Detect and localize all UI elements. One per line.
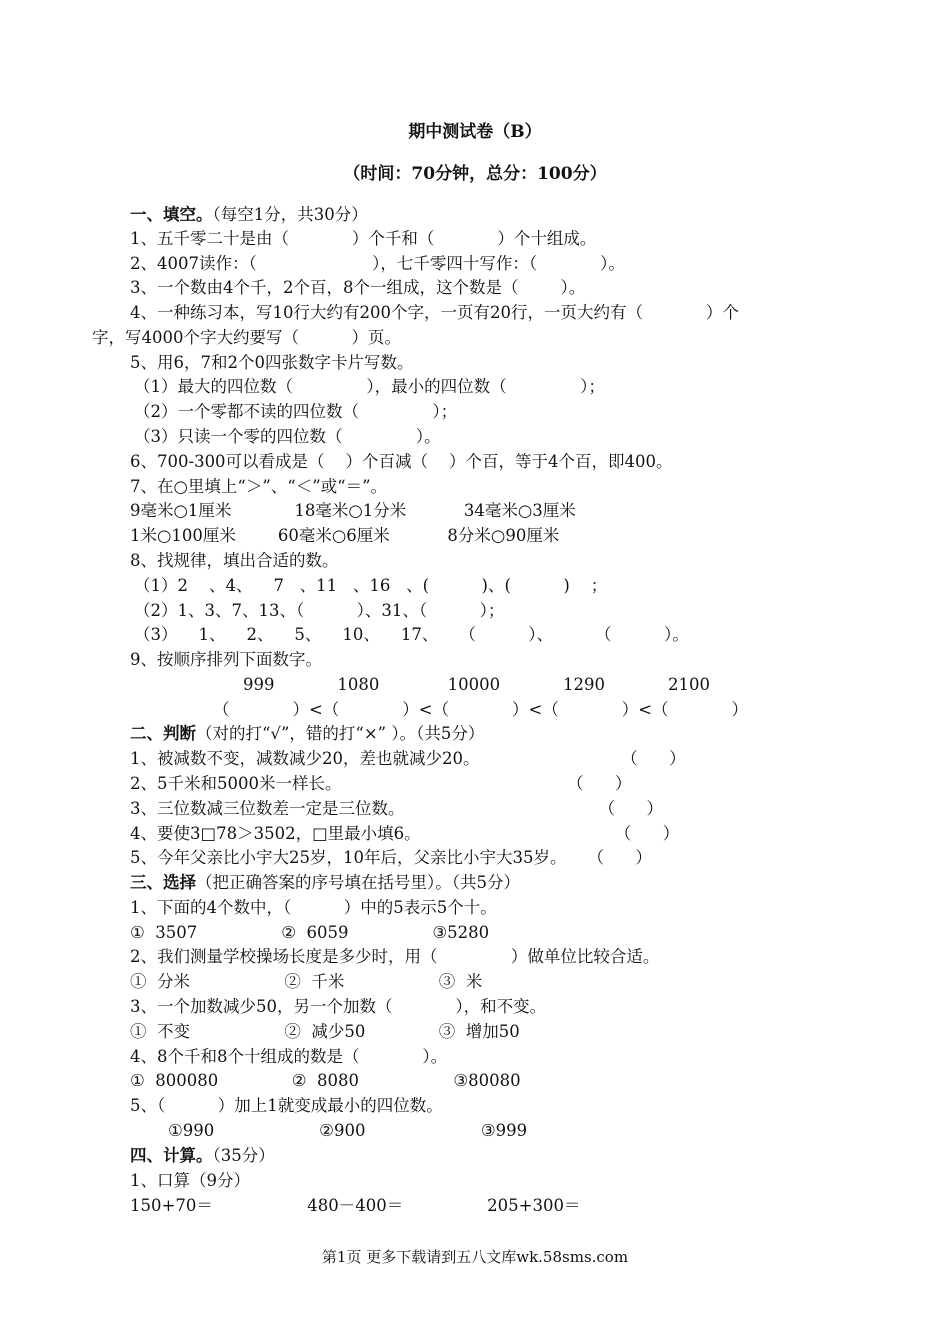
s1-question-8-2: （2）1、3、7、13、（ ）、31、（ ）； bbox=[134, 601, 505, 620]
page-subtitle: （时间：70分钟，总分：100分） bbox=[343, 164, 607, 184]
page-title: 期中测试卷（B） bbox=[408, 122, 542, 142]
section-4-note: （35分） bbox=[212, 1146, 275, 1165]
s3-question-5-options: ①990 ②900 ③999 bbox=[168, 1121, 528, 1140]
s1-question-4a: 4、一种练习本，写10行大约有200个字，一页有20行，一页大约有（ ）个 bbox=[130, 303, 739, 322]
section-4-title: 四、计算。 bbox=[130, 1146, 213, 1165]
section-2-note: （对的打“√”，错的打“×” ）。（共5分） bbox=[196, 724, 485, 743]
section-3-note: （把正确答案的序号填在括号里）。（共5分） bbox=[196, 873, 520, 892]
s3-question-5: 5、（ ）加上1就变成最小的四位数。 bbox=[130, 1096, 443, 1115]
s3-question-4-options: ① 800080 ② 8080 ③80080 bbox=[130, 1071, 521, 1090]
section-4-heading bbox=[130, 1143, 950, 1168]
s1-question-6: 6、700-300可以看成是（ ）个百减（ ）个百，等于4个百，即400。 bbox=[130, 452, 673, 471]
s3-question-1-options: ① 3507 ② 6059 ③5280 bbox=[130, 923, 490, 942]
s1-question-5: 5、用6，7和2个0四张数字卡片写数。 bbox=[130, 353, 414, 372]
s4-question-1: 1、口算（9分） bbox=[130, 1171, 250, 1190]
s3-question-2-options: ① 分米 ② 千米 ③ 米 bbox=[130, 972, 483, 991]
s2-question-5: 5、今年父亲比小宇大25岁，10年后，父亲比小宇大35岁。 （ ） bbox=[130, 848, 652, 867]
section-1-heading bbox=[130, 202, 950, 227]
s3-question-3: 3、一个加数减少50，另一个加数（ ），和不变。 bbox=[130, 997, 547, 1016]
s1-question-9: 9、按顺序排列下面数字。 bbox=[130, 650, 322, 669]
s2-question-2: 2、5千米和5000米一样长。 （ ） bbox=[130, 774, 632, 793]
section-1-note: （每空1分，共30分） bbox=[212, 205, 368, 224]
s1-question-1: 1、五千零二十是由（ ）个千和（ ）个十组成。 bbox=[130, 229, 597, 248]
s4-mental-math-row: 150+70＝ 480－400＝ 205+300＝ bbox=[130, 1196, 581, 1215]
s2-question-1: 1、被减数不变，减数减少20，差也就减少20。 （ ） bbox=[130, 749, 686, 768]
section-2-heading bbox=[130, 721, 950, 746]
s1-question-5-3: （3）只读一个零的四位数（ ）。 bbox=[134, 427, 441, 446]
s1-question-8: 8、找规律，填出合适的数。 bbox=[130, 551, 339, 570]
s1-question-5-1: （1）最大的四位数（ ），最小的四位数（ ）； bbox=[134, 377, 605, 396]
s3-question-3-options: ① 不变 ② 减少50 ③ 增加50 bbox=[130, 1022, 520, 1041]
s3-question-4: 4、8个千和8个十组成的数是（ ）。 bbox=[130, 1047, 448, 1066]
s2-question-3: 3、三位数减三位数差一定是三位数。 （ ） bbox=[130, 799, 664, 818]
s1-question-4b: 字，写4000个字大约要写（ ）页。 bbox=[92, 328, 401, 347]
s1-question-7-row-1: 9毫米○1厘米 18毫米○1分米 34毫米○3厘米 bbox=[130, 501, 576, 520]
section-3-title: 三、选择 bbox=[130, 873, 196, 892]
s1-question-8-3: （3） 1、 2、 5、 10、 17、 （ ）、 （ ）。 bbox=[134, 625, 689, 644]
s1-question-9-blanks: （ ）<（ ）<（ ）<（ ）<（ ） bbox=[213, 700, 748, 719]
s3-question-1: 1、下面的4个数中，（ ）中的5表示5个十。 bbox=[130, 898, 497, 917]
s2-question-4: 4、要使3□78＞3502，□里最小填6。 （ ） bbox=[130, 824, 680, 843]
section-1-title: 一、填空。 bbox=[130, 205, 213, 224]
s1-question-9-numbers: 999 1080 10000 1290 2100 bbox=[243, 675, 710, 694]
s1-question-3: 3、一个数由4个千，2个百，8个一组成，这个数是（ ）。 bbox=[130, 278, 586, 297]
s1-question-2: 2、4007读作：（ ），七千零四十写作：（ ）。 bbox=[130, 254, 625, 273]
page-footer: 第1页 更多下载请到五八文库wk.58sms.com bbox=[321, 1248, 629, 1266]
s3-question-2: 2、我们测量学校操场长度是多少时，用（ ）做单位比较合适。 bbox=[130, 947, 660, 966]
s1-question-7: 7、在○里填上“＞”、“＜”或“＝”。 bbox=[130, 477, 388, 496]
section-2-title: 二、判断 bbox=[130, 724, 196, 743]
s1-question-8-1: （1）2 、4、 7 、11 、16 、( )、( ) ； bbox=[134, 576, 608, 595]
s1-question-7-row-2: 1米○100厘米 60毫米○6厘米 8分米○90厘米 bbox=[130, 526, 560, 545]
section-3-heading bbox=[130, 870, 950, 895]
s1-question-5-2: （2）一个零都不读的四位数（ ）； bbox=[134, 402, 458, 421]
